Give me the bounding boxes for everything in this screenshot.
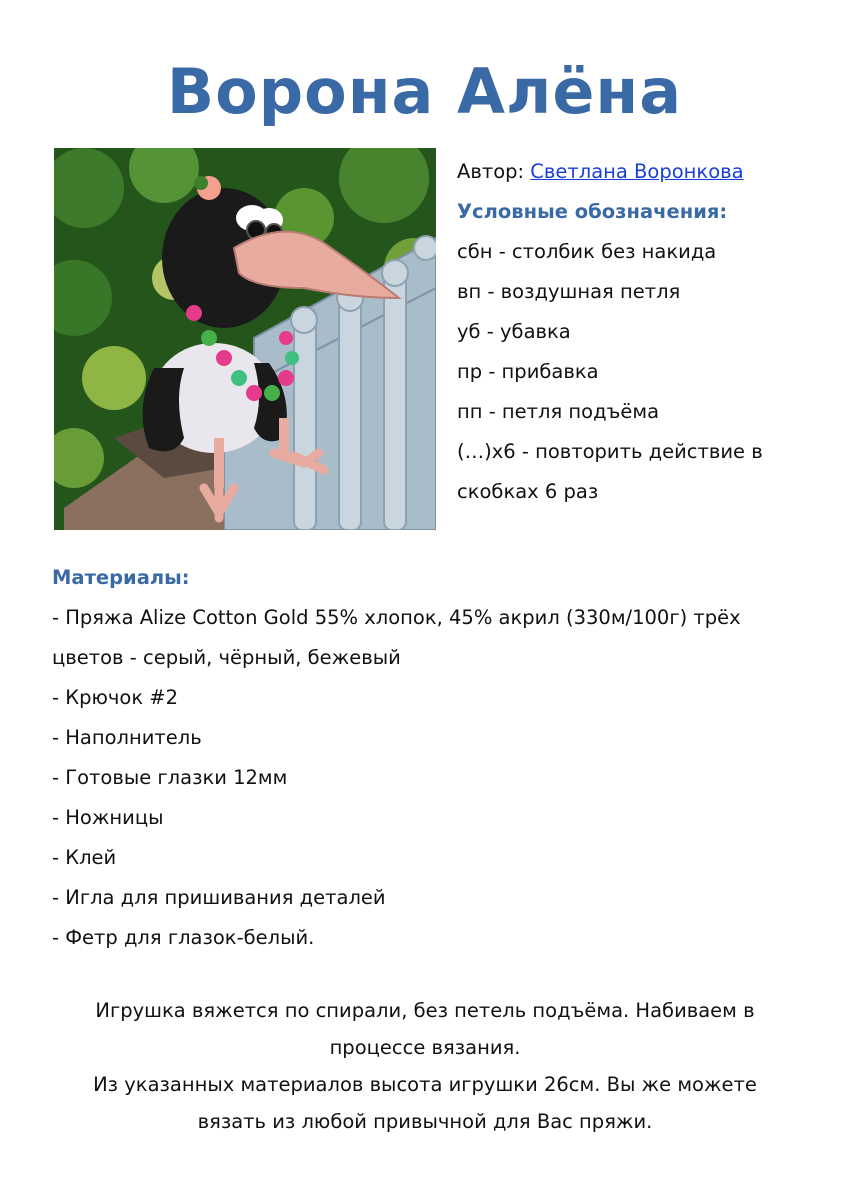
side-info	[457, 152, 817, 512]
page-title: Ворона Алёна	[166, 55, 683, 128]
materials-heading: Материалы:	[52, 566, 190, 589]
legend-item: пп - петля подъёма	[457, 400, 660, 423]
crow-toy-image	[54, 148, 436, 530]
materials-item: - Фетр для глазок-белый.	[52, 926, 315, 949]
legend-item: скобках 6 раз	[457, 480, 599, 503]
materials-section	[52, 558, 792, 958]
materials-item: - Ножницы	[52, 806, 164, 829]
materials-item: - Игла для пришивания деталей	[52, 886, 386, 909]
intro-paragraph	[60, 992, 790, 1140]
legend-item: (…)х6 - повторить действие в	[457, 440, 763, 463]
materials-item: - Готовые глазки 12мм	[52, 766, 288, 789]
intro-line: Из указанных материалов высота игрушки 26см. Вы же можете	[93, 1073, 757, 1096]
materials-item: цветов - серый, чёрный, бежевый	[52, 646, 401, 669]
intro-line: процессе вязания.	[329, 1036, 521, 1059]
materials-item: - Пряжа Alize Cotton Gold 55% хлопок, 45% акрил (330м/100г) трёх	[52, 606, 741, 629]
intro-line: вязать из любой привычной для Вас пряжи.	[197, 1110, 653, 1133]
materials-item: - Клей	[52, 846, 117, 869]
legend-item: уб - убавка	[457, 320, 571, 343]
author-link[interactable]: Светлана Воронкова	[530, 160, 744, 183]
legend-item: вп - воздушная петля	[457, 280, 681, 303]
crow-toy-photo	[54, 148, 436, 530]
legend-heading: Условные обозначения:	[457, 200, 728, 223]
materials-item: - Крючок #2	[52, 686, 179, 709]
intro-line: Игрушка вяжется по спирали, без петель подъёма. Набиваем в	[95, 999, 755, 1022]
legend-item: пр - прибавка	[457, 360, 599, 383]
legend-item: сбн - столбик без накида	[457, 240, 717, 263]
materials-item: - Наполнитель	[52, 726, 202, 749]
author-label: Автор:	[457, 160, 531, 183]
author-line	[457, 152, 817, 192]
